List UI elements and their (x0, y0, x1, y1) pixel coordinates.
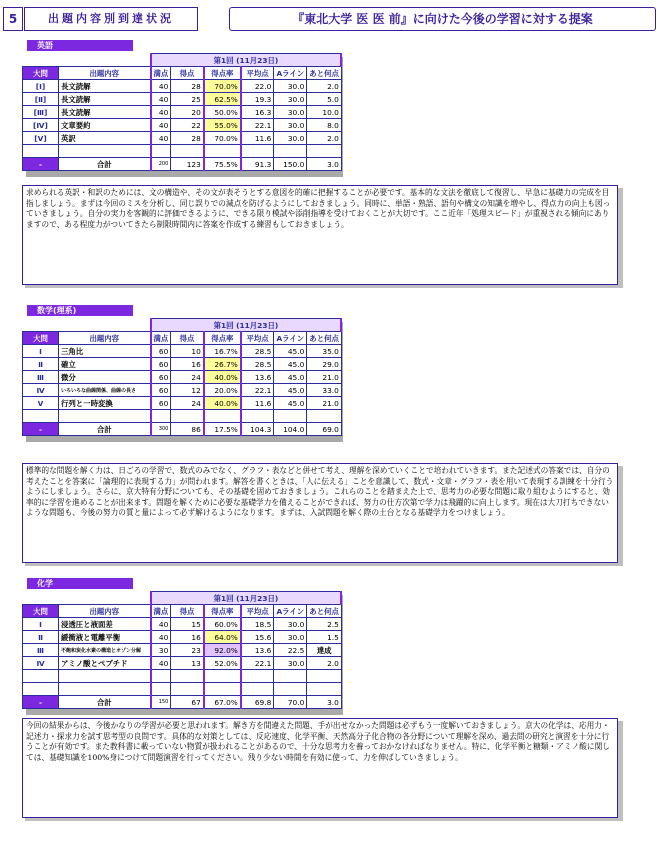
total-avg: 91.3 (241, 158, 274, 171)
column-header-rate: 得点率 (204, 605, 241, 618)
cell-aline: 45.0 (274, 384, 307, 397)
cell-need: 35.0 (307, 345, 342, 358)
total-need: 69.0 (307, 423, 342, 436)
cell-full: 40 (151, 93, 171, 106)
cell-avg (241, 670, 274, 683)
cell-score (171, 683, 204, 696)
cell-rate: 60.0% (204, 618, 241, 631)
cell-avg (241, 683, 274, 696)
total-aline: 150.0 (274, 158, 307, 171)
column-header-aline: Aライン (274, 332, 307, 345)
cell-q: Ⅳ (23, 384, 59, 397)
cell-score: 25 (171, 93, 204, 106)
cell-need: 達成 (307, 644, 342, 657)
total-need: 3.0 (307, 696, 342, 709)
total-rate: 67.0% (204, 696, 241, 709)
cell-rate: 16.7% (204, 345, 241, 358)
cell-aline (274, 145, 307, 158)
cell-rate: 40.0% (204, 371, 241, 384)
section-title: 出題内容別到達状況 (24, 7, 198, 31)
cell-full (151, 670, 171, 683)
column-header-need: あと何点 (307, 605, 342, 618)
column-header-q: 大問 (23, 332, 59, 345)
cell-full: 40 (151, 119, 171, 132)
cell-aline: 45.0 (274, 358, 307, 371)
column-header-full: 満点 (151, 332, 171, 345)
cell-rate: 20.0% (204, 384, 241, 397)
cell-avg: 15.6 (241, 631, 274, 644)
table-row (23, 345, 342, 358)
cell-q: Ⅲ (23, 371, 59, 384)
cell-aline: 30.0 (274, 93, 307, 106)
cell-full (151, 145, 171, 158)
table-row (23, 657, 342, 670)
total-q: - (23, 158, 59, 171)
cell-content (59, 683, 151, 696)
cell-q: Ⅴ (23, 397, 59, 410)
subject-section (0, 305, 660, 569)
cell-avg: 18.5 (241, 618, 274, 631)
cell-q: [Ⅰ] (23, 80, 59, 93)
cell-full: 40 (151, 80, 171, 93)
column-header-score: 得点 (171, 605, 204, 618)
session-row (23, 592, 342, 605)
cell-avg: 28.5 (241, 358, 274, 371)
column-header-content: 出題内容 (59, 605, 151, 618)
cell-need: 5.0 (307, 93, 342, 106)
column-header-rate: 得点率 (204, 332, 241, 345)
proposal-title: 『東北大学 医 医 前』に向けた今後の学習に対する提案 (229, 7, 656, 31)
total-avg: 69.8 (241, 696, 274, 709)
cell-rate: 64.0% (204, 631, 241, 644)
cell-aline: 45.0 (274, 371, 307, 384)
session-label: 第1回 (11月23日) (151, 54, 342, 67)
cell-q: Ⅲ (23, 644, 59, 657)
total-label: 合計 (59, 423, 151, 436)
subject-label: 数学(理系) (27, 305, 133, 316)
total-full: 300 (151, 423, 171, 436)
cell-content: 長文読解 (59, 80, 151, 93)
table-row (23, 119, 342, 132)
cell-content: 長文読解 (59, 93, 151, 106)
cell-q (23, 145, 59, 158)
total-score: 123 (171, 158, 204, 171)
cell-score (171, 670, 204, 683)
total-need: 3.0 (307, 158, 342, 171)
cell-need: 2.0 (307, 132, 342, 145)
cell-score: 24 (171, 397, 204, 410)
total-q: - (23, 423, 59, 436)
table-row (23, 670, 342, 683)
column-header-row (23, 605, 342, 618)
cell-avg: 13.6 (241, 644, 274, 657)
total-full: 150 (151, 696, 171, 709)
total-label: 合計 (59, 696, 151, 709)
column-header-content: 出題内容 (59, 67, 151, 80)
column-header-avg: 平均点 (241, 67, 274, 80)
subject-label: 英語 (27, 40, 133, 51)
table-row (23, 631, 342, 644)
total-avg: 104.3 (241, 423, 274, 436)
column-header-full: 満点 (151, 605, 171, 618)
cell-score: 28 (171, 132, 204, 145)
cell-need: 33.0 (307, 384, 342, 397)
table-row (23, 80, 342, 93)
advice-comment: 今回の結果からは、今後かなりの学習が必要と思われます。解き方を間違えた問題、手が出せなかった問題は必ずもう一度解いておきましょう。京大の化学は、応用力・記述力・探求力を試す思考型の良問です。具体的な対策としては、反応速度、化学平衡、天然高分子化合物の各分野について理解を深め、過去問の研究と演習を十分に行うことが有効です。また教科書に載っていない物質が扱われることがあるので、十分な思考力を養っておかなければなりません。特に、化学平衡と糖類・アミノ酸に関しては、基礎知識を100%身につけて問題演習を行ってください。残り少ない時間を有効に使って、力を伸ばしていきましょう。 (22, 718, 618, 818)
session-row (23, 319, 342, 332)
cell-score: 16 (171, 358, 204, 371)
cell-q: Ⅱ (23, 358, 59, 371)
cell-avg: 22.1 (241, 384, 274, 397)
table-row (23, 618, 342, 631)
total-row (23, 696, 342, 709)
session-row (23, 54, 342, 67)
cell-rate (204, 410, 241, 423)
column-header-row (23, 332, 342, 345)
column-header-score: 得点 (171, 67, 204, 80)
cell-rate: 62.5% (204, 93, 241, 106)
advice-comment: 標準的な問題を解く力は、日ごろの学習で、数式のみでなく、グラフ・表などと併せて考え、理解を深めていくことで培われていきます。また記述式の答案では、自分の考えたことを答案に「論理的に表現する力」が問われます。解答を書くときは、「人に伝える」ことを意識して、数式・文章・グラフ・表を用いて表現する訓練を十分行うようにしましょう。さらに、京大特有分野についても、その基礎を固めておきましょう。これらのことを踏まえた上で、思考力の必要な問題に取り組むようにすると、効率的に学習を進めることが出来ます。問題を解くために必要な基礎学力を備えることができれば、努力の仕方次第で学力は飛躍的に向上します。現在は大刀打ちできないような問題も、今後の努力の質と量によって必ず解けるようになります。まずは、入試問題を解く際の土台となる基礎学力をつけましょう。 (22, 463, 618, 563)
column-header-full: 満点 (151, 67, 171, 80)
cell-content: アミノ酸とペプチド (59, 657, 151, 670)
subject-section (0, 40, 660, 291)
cell-content: 三角比 (59, 345, 151, 358)
cell-need: 29.0 (307, 358, 342, 371)
cell-content: 不飽和炭化水素の構造とオゾン分解 (59, 644, 151, 657)
cell-q (23, 670, 59, 683)
cell-avg (241, 410, 274, 423)
advice-comment: 求められる英訳・和訳のためには、文の構造や、その文が表そうとする意図を的確に把握することが必要です。基本的な文法を徹底して復習し、早急に基礎力の完成を目指しましょう。まずは今回のミスを分析し、同じ誤りでの減点を防げるようにしておきましょう。同時に、単語・熟語、語句や構文の知識を増やし、得点力の向上も図っていきましょう。自分の実力を客観的に評価できるように、できる限り模試や添削指導を受けておくことが大切です。ここ近年「処理スピード」が重視される傾向にありますので、ある程度力がついてきたら制限時間内に答案を作成する練習もしておきましょう。 (22, 185, 618, 285)
cell-q (23, 410, 59, 423)
cell-aline (274, 683, 307, 696)
total-score: 67 (171, 696, 204, 709)
cell-avg: 22.1 (241, 119, 274, 132)
cell-rate: 92.0% (204, 644, 241, 657)
total-label: 合計 (59, 158, 151, 171)
cell-full: 60 (151, 371, 171, 384)
cell-content: 微分 (59, 371, 151, 384)
cell-need: 21.0 (307, 371, 342, 384)
total-full: 200 (151, 158, 171, 171)
cell-need: 10.0 (307, 106, 342, 119)
column-header-need: あと何点 (307, 332, 342, 345)
cell-full: 60 (151, 384, 171, 397)
cell-content: 確立 (59, 358, 151, 371)
cell-score: 22 (171, 119, 204, 132)
cell-full (151, 410, 171, 423)
session-label: 第1回 (11月23日) (151, 592, 342, 605)
cell-rate: 70.0% (204, 80, 241, 93)
session-label: 第1回 (11月23日) (151, 319, 342, 332)
cell-need: 2.0 (307, 657, 342, 670)
cell-full: 40 (151, 106, 171, 119)
cell-q: Ⅱ (23, 631, 59, 644)
cell-aline: 30.0 (274, 657, 307, 670)
cell-rate: 40.0% (204, 397, 241, 410)
cell-score (171, 145, 204, 158)
column-header-content: 出題内容 (59, 332, 151, 345)
cell-aline: 30.0 (274, 618, 307, 631)
section-number: 5 (3, 7, 23, 31)
cell-rate (204, 145, 241, 158)
column-header-q: 大問 (23, 605, 59, 618)
cell-score: 28 (171, 80, 204, 93)
cell-avg: 28.5 (241, 345, 274, 358)
cell-need: 21.0 (307, 397, 342, 410)
total-aline: 70.0 (274, 696, 307, 709)
cell-q: [Ⅳ] (23, 119, 59, 132)
subject-section (0, 578, 660, 824)
table-row (23, 132, 342, 145)
cell-aline: 30.0 (274, 80, 307, 93)
total-rate: 17.5% (204, 423, 241, 436)
cell-q: Ⅳ (23, 657, 59, 670)
cell-aline: 30.0 (274, 106, 307, 119)
cell-full: 30 (151, 644, 171, 657)
cell-aline: 45.0 (274, 397, 307, 410)
cell-full: 60 (151, 345, 171, 358)
cell-aline: 45.0 (274, 345, 307, 358)
total-score: 86 (171, 423, 204, 436)
table-row (23, 358, 342, 371)
header-spacer (23, 319, 151, 332)
cell-content (59, 670, 151, 683)
cell-avg: 22.0 (241, 80, 274, 93)
cell-rate: 26.7% (204, 358, 241, 371)
cell-aline: 22.5 (274, 644, 307, 657)
cell-content: 行列と一時変換 (59, 397, 151, 410)
header-spacer (23, 592, 151, 605)
cell-q: [Ⅴ] (23, 132, 59, 145)
cell-avg: 11.6 (241, 397, 274, 410)
cell-score: 10 (171, 345, 204, 358)
table-row (23, 93, 342, 106)
cell-content: いろいろな曲線関係、曲線の長さ (59, 384, 151, 397)
cell-full: 40 (151, 657, 171, 670)
cell-content: 長文読解 (59, 106, 151, 119)
cell-q: Ⅰ (23, 345, 59, 358)
page-header (3, 7, 656, 31)
cell-content: 緩衝液と電離平衡 (59, 631, 151, 644)
cell-need (307, 683, 342, 696)
cell-score: 12 (171, 384, 204, 397)
cell-need: 1.5 (307, 631, 342, 644)
cell-need: 2.5 (307, 618, 342, 631)
column-header-avg: 平均点 (241, 605, 274, 618)
cell-q: [Ⅱ] (23, 93, 59, 106)
cell-q: Ⅰ (23, 618, 59, 631)
table-row (23, 397, 342, 410)
cell-avg (241, 145, 274, 158)
cell-score: 24 (171, 371, 204, 384)
cell-score (171, 410, 204, 423)
cell-content (59, 145, 151, 158)
cell-score: 20 (171, 106, 204, 119)
cell-content: 文章要約 (59, 119, 151, 132)
header-spacer (23, 54, 151, 67)
cell-rate: 52.0% (204, 657, 241, 670)
cell-rate: 50.0% (204, 106, 241, 119)
cell-need (307, 410, 342, 423)
cell-need (307, 145, 342, 158)
cell-avg: 19.3 (241, 93, 274, 106)
column-header-avg: 平均点 (241, 332, 274, 345)
cell-aline (274, 410, 307, 423)
column-header-rate: 得点率 (204, 67, 241, 80)
table-row (23, 106, 342, 119)
cell-full: 40 (151, 618, 171, 631)
cell-avg: 13.6 (241, 371, 274, 384)
score-table (22, 591, 342, 709)
cell-full: 40 (151, 132, 171, 145)
total-q: - (23, 696, 59, 709)
cell-avg: 11.6 (241, 132, 274, 145)
cell-score: 15 (171, 618, 204, 631)
total-aline: 104.0 (274, 423, 307, 436)
total-rate: 75.5% (204, 158, 241, 171)
table-row (23, 384, 342, 397)
cell-content: 浸透圧と液面差 (59, 618, 151, 631)
cell-rate (204, 683, 241, 696)
cell-need: 2.0 (307, 80, 342, 93)
cell-score: 23 (171, 644, 204, 657)
column-header-row (23, 67, 342, 80)
table-row (23, 683, 342, 696)
cell-full: 60 (151, 397, 171, 410)
cell-content: 英訳 (59, 132, 151, 145)
column-header-score: 得点 (171, 332, 204, 345)
table-row (23, 371, 342, 384)
cell-full: 40 (151, 631, 171, 644)
cell-score: 13 (171, 657, 204, 670)
cell-q: [Ⅲ] (23, 106, 59, 119)
cell-avg: 22.1 (241, 657, 274, 670)
cell-avg: 16.3 (241, 106, 274, 119)
total-row (23, 158, 342, 171)
cell-need (307, 670, 342, 683)
column-header-aline: Aライン (274, 605, 307, 618)
column-header-q: 大問 (23, 67, 59, 80)
cell-aline: 30.0 (274, 631, 307, 644)
table-row (23, 145, 342, 158)
cell-rate: 55.0% (204, 119, 241, 132)
total-row (23, 423, 342, 436)
column-header-need: あと何点 (307, 67, 342, 80)
table-row (23, 644, 342, 657)
score-table (22, 53, 342, 171)
cell-full (151, 683, 171, 696)
cell-score: 16 (171, 631, 204, 644)
cell-full: 60 (151, 358, 171, 371)
table-row (23, 410, 342, 423)
cell-aline: 30.0 (274, 119, 307, 132)
score-table (22, 318, 342, 436)
cell-content (59, 410, 151, 423)
cell-need: 8.0 (307, 119, 342, 132)
cell-aline (274, 670, 307, 683)
cell-rate (204, 670, 241, 683)
cell-aline: 30.0 (274, 132, 307, 145)
column-header-aline: Aライン (274, 67, 307, 80)
subject-label: 化学 (27, 578, 133, 589)
cell-q (23, 683, 59, 696)
cell-rate: 70.0% (204, 132, 241, 145)
